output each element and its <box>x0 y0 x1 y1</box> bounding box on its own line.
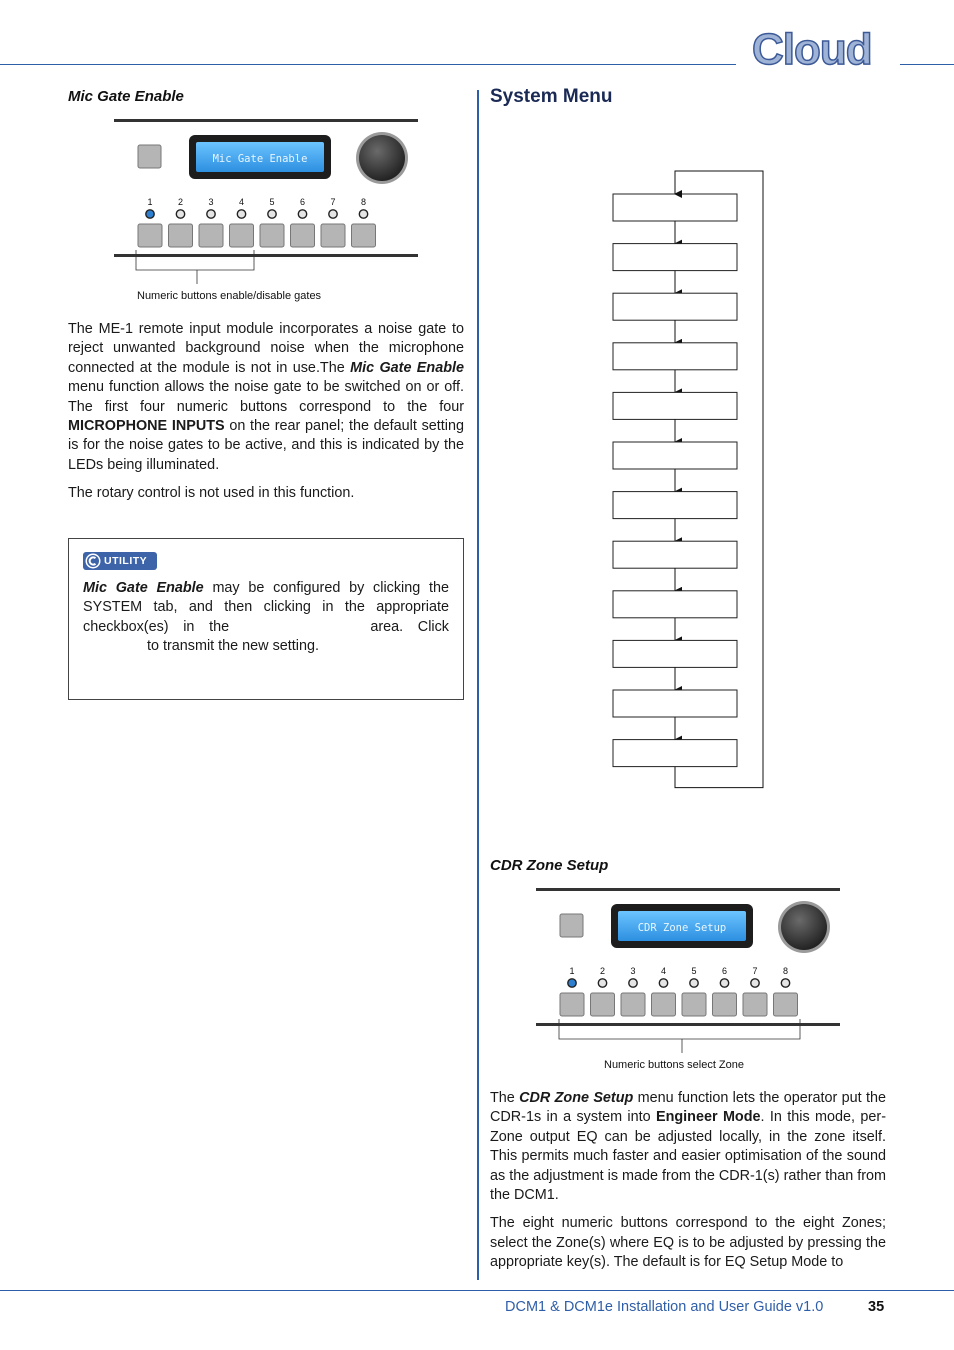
utility-badge-label: UTILITY <box>104 555 148 567</box>
mic-gate-rotary-knob <box>359 135 405 181</box>
mic-gate-led-5 <box>268 210 276 218</box>
cdr-zone-number-8: 8 <box>782 966 789 976</box>
cdr-zone-numeric-button-5 <box>682 993 706 1016</box>
system-menu-heading: System Menu <box>490 86 613 107</box>
cdr-zone-led-6 <box>720 979 728 987</box>
mic-gate-number-6: 6 <box>299 197 306 207</box>
cdr-zone-panel-diagram <box>534 885 844 1081</box>
cdr-zone-led-2 <box>598 979 606 987</box>
mic-gate-led-7 <box>329 210 337 218</box>
footer-title: DCM1 & DCM1e Installation and User Guide v1.0 <box>505 1299 824 1315</box>
cdr-zone-number-5: 5 <box>691 966 697 976</box>
cdr-zone-numeric-button-7 <box>743 993 767 1016</box>
cdr-zone-caption: Numeric buttons select Zone <box>604 1059 745 1071</box>
mic-gate-led-3 <box>207 210 215 218</box>
utility-note-box <box>68 538 464 700</box>
mic-gate-led-2 <box>176 210 184 218</box>
mic-gate-lcd-text: Mic Gate Enable <box>212 153 308 165</box>
cdr-zone-numeric-button-8 <box>774 993 798 1016</box>
cdr-zone-led-5 <box>690 979 698 987</box>
system-menu-flowchart <box>600 165 780 795</box>
mic-gate-number-4: 4 <box>238 197 245 207</box>
mic-gate-heading: Mic Gate Enable <box>68 88 184 105</box>
page-number: 35 <box>868 1299 885 1315</box>
flow-box-5 <box>613 392 737 419</box>
flow-box-11 <box>613 690 737 717</box>
flow-box-2 <box>613 244 737 271</box>
mic-gate-numeric-button-8 <box>352 224 376 247</box>
header-rule-left <box>0 64 736 65</box>
mic-gate-number-7: 7 <box>330 197 336 207</box>
cdr-zone-led-4 <box>659 979 667 987</box>
mic-gate-led-8 <box>359 210 367 218</box>
flow-box-7 <box>613 492 737 519</box>
mic-gate-top-edge <box>114 119 418 122</box>
cdr-zone-number-6: 6 <box>721 966 728 976</box>
column-divider <box>477 90 479 1280</box>
mic-gate-led-1 <box>146 210 154 218</box>
cdr-zone-led-1 <box>568 979 576 987</box>
mic-gate-numeric-button-4 <box>230 224 254 247</box>
cdr-zone-mode-button <box>560 914 583 937</box>
svg-text:Cloud: Cloud <box>752 25 872 74</box>
cdr-zone-lcd-text: CDR Zone Setup <box>637 922 727 934</box>
mic-gate-number-5: 5 <box>269 197 275 207</box>
cdr-zone-number-7: 7 <box>752 966 758 976</box>
cdr-zone-numeric-button-2 <box>591 993 615 1016</box>
mic-gate-numeric-button-5 <box>260 224 284 247</box>
mic-gate-panel-diagram <box>112 116 422 312</box>
cdr-zone-description <box>490 1089 886 1282</box>
flow-box-12 <box>613 740 737 767</box>
mic-gate-number-1: 1 <box>147 197 153 207</box>
mic-gate-numeric-button-1 <box>138 224 162 247</box>
flow-box-4 <box>613 343 737 370</box>
cdr-zone-top-edge <box>536 888 840 891</box>
footer-rule <box>0 1290 954 1291</box>
cdr-zone-led-7 <box>751 979 759 987</box>
cdr-zone-number-1: 1 <box>569 966 575 976</box>
mic-gate-led-6 <box>298 210 306 218</box>
flow-box-8 <box>613 541 737 568</box>
mic-gate-para-1: The ME-1 remote input module incorporates a noise gate to reject unwanted background noise when the microphone connected at the module is not in use.The Mic Gate Enable menu function allows the noise gate to be switched on or off. The first four numeric buttons correspond to the four MICROPHONE INPUTS on the rear panel; the default setting is for the noise gates to be active, and this is indicated by the LEDs being illuminated. <box>68 321 464 473</box>
cdr-zone-rotary-knob <box>781 904 827 950</box>
cdr-zone-led-8 <box>781 979 789 987</box>
mic-gate-mode-button <box>138 145 161 168</box>
cdr-zone-bottom-edge <box>536 1023 840 1026</box>
cdr-zone-para-1: The CDR Zone Setup menu function lets the operator put the CDR-1s in a system into Engineer Mode. In this mode, per-Zone output EQ can be adjusted locally, in the zone itself. This permits much faster and easier optimisation of the sound as the adjustment is made from the CDR-1(s) rather than from the DCM1. <box>490 1090 886 1204</box>
mic-gate-description <box>68 320 464 513</box>
cdr-zone-number-2: 2 <box>599 966 606 976</box>
mic-gate-led-4 <box>237 210 245 218</box>
mic-gate-bottom-edge <box>114 254 418 257</box>
header-rule-right <box>900 64 954 65</box>
cloud-logo <box>748 24 888 74</box>
cdr-zone-led-3 <box>629 979 637 987</box>
cdr-zone-numeric-button-4 <box>652 993 676 1016</box>
cdr-zone-number-3: 3 <box>630 966 636 976</box>
utility-note-text: Mic Gate Enable may be configured by clicking the SYSTEM tab, and then clicking in the appropriate checkbox(es) in the area. Click to transmit the new setting. <box>83 580 449 655</box>
mic-gate-caption: Numeric buttons enable/disable gates <box>137 290 322 302</box>
flow-box-1 <box>613 194 737 221</box>
flow-box-6 <box>613 442 737 469</box>
mic-gate-numeric-button-6 <box>291 224 315 247</box>
mic-gate-number-2: 2 <box>177 197 184 207</box>
cdr-zone-numeric-button-3 <box>621 993 645 1016</box>
mic-gate-numeric-button-3 <box>199 224 223 247</box>
cdr-zone-numeric-button-1 <box>560 993 584 1016</box>
mic-gate-number-8: 8 <box>360 197 367 207</box>
utility-badge <box>83 552 157 570</box>
cdr-zone-heading: CDR Zone Setup <box>490 857 609 874</box>
cdr-zone-bracket <box>559 1019 800 1039</box>
flow-box-3 <box>613 293 737 320</box>
mic-gate-number-3: 3 <box>208 197 214 207</box>
cloud-c-icon <box>85 553 101 569</box>
cdr-zone-number-4: 4 <box>660 966 667 976</box>
mic-gate-bracket <box>136 250 254 270</box>
flow-box-9 <box>613 591 737 618</box>
cdr-zone-para-2: The eight numeric buttons correspond to the eight Zones; select the Zone(s) where EQ is to be adjusted by pressing the appropriate key(s). The default is for EQ Setup Mode to <box>490 1215 886 1271</box>
flow-box-10 <box>613 640 737 667</box>
cdr-zone-numeric-button-6 <box>713 993 737 1016</box>
mic-gate-numeric-button-2 <box>169 224 193 247</box>
mic-gate-para-2: The rotary control is not used in this function. <box>68 485 355 502</box>
mic-gate-numeric-button-7 <box>321 224 345 247</box>
